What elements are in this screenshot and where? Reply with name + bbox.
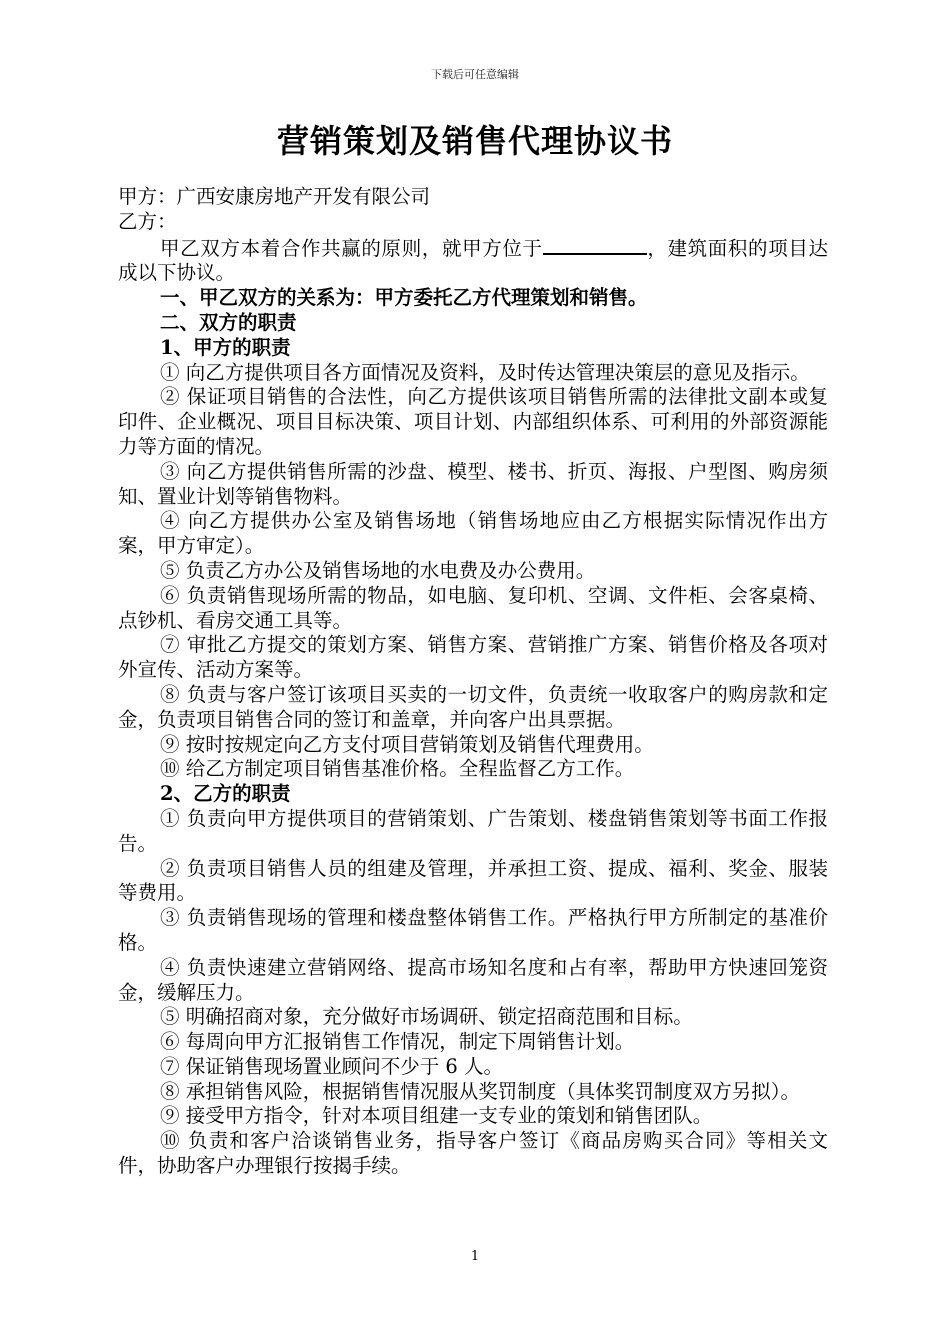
party-a-duty-item: ② 保证项目销售的合法性，向乙方提供该项目销售所需的法律批文副本或复印件、企业概况、项目目标决策、项目计划、内部组织体系、可利用的外部资源能力等方面的情况。 (118, 385, 828, 458)
party-a-duty-item: ⑦ 审批乙方提交的策划方案、销售方案、营销推广方案、销售价格及各项对外宣传、活动方案等。 (118, 633, 828, 682)
party-a-duty-item: ① 向乙方提供项目各方面情况及资料，及时传达管理决策层的意见及指示。 (160, 360, 810, 384)
party-a-duties-heading: 1、甲方的职责 (160, 335, 291, 359)
party-a-duty-item: ⑩ 给乙方制定项目销售基准价格。全程监督乙方工作。 (160, 757, 635, 781)
party-b-line: 乙方： (118, 209, 177, 233)
party-a-duty-item: ⑥ 负责销售现场所需的物品，如电脑、复印机、空调、文件柜、会客桌椅、点钞机、看房交通工具等。 (118, 583, 828, 632)
section-2-heading: 二、双方的职责 (160, 310, 297, 334)
document-title: 营销策划及销售代理协议书 (276, 122, 673, 160)
party-b-duty-item: ⑧ 承担销售风险，根据销售情况服从奖罚制度（具体奖罚制度双方另拟）。 (160, 1079, 800, 1103)
party-a-duty-item: ③ 向乙方提供销售所需的沙盘、模型、楼书、折页、海报、户型图、购房须知、置业计划等销售物料。 (118, 459, 828, 508)
header-note: 下载后可任意编辑 (431, 68, 519, 81)
party-b-duty-item: ⑦ 保证销售现场置业顾问不少于 6 人。 (160, 1054, 504, 1078)
party-b-duty-item: ① 负责向甲方提供项目的营销策划、广告策划、楼盘销售策划等书面工作报告。 (118, 806, 828, 855)
party-a-duty-item: ⑨ 按时按规定向乙方支付项目营销策划及销售代理费用。 (160, 732, 654, 756)
party-a-duty-item: ④ 向乙方提供办公室及销售场地（销售场地应由乙方根据实际情况作出方案，甲方审定）。 (118, 509, 828, 558)
page-number: 1 (470, 1249, 480, 1264)
location-blank-field (543, 235, 647, 255)
party-b-duty-item: ⑨ 接受甲方指令，针对本项目组建一支专业的策划和销售团队。 (160, 1104, 713, 1128)
party-b-duty-item: ⑤ 明确招商对象，充分做好市场调研、锁定招商范围和目标。 (160, 1005, 693, 1029)
party-b-duty-item: ⑥ 每周向甲方汇报销售工作情况，制定下周销售计划。 (160, 1030, 635, 1054)
party-b-duty-item: ③ 负责销售现场的管理和楼盘整体销售工作。严格执行甲方所制定的基准价格。 (118, 906, 828, 954)
party-b-duty-item: ⑩ 负责和客户洽谈销售业务，指导客户签订《商品房购买合同》等相关文件，协助客户办理银行按揭手续。 (118, 1129, 828, 1178)
party-a-duty-item: ⑤ 负责乙方办公及销售场地的水电费及办公费用。 (160, 558, 596, 582)
party-b-duty-item: ② 负责项目销售人员的组建及管理，并承担工资、提成、福利、奖金、服装等费用。 (118, 856, 828, 905)
document-body (118, 185, 828, 1179)
party-b-duty-item: ④ 负责快速建立营销网络、提高市场知名度和占有率，帮助甲方快速回笼资金，缓解压力。 (118, 955, 828, 1004)
intro-paragraph (118, 235, 828, 287)
intro-text-after: ，建筑面积的项目达成以下协议。 (118, 236, 828, 285)
party-a-line: 甲方：广西安康房地产开发有限公司 (118, 185, 431, 208)
intro-text-before: 甲乙双方本着合作共赢的原则，就甲方位于 (160, 236, 543, 260)
party-a-duty-item: ⑧ 负责与客户签订该项目买卖的一切文件，负责统一收取客户的购房款和定金，负责项目销售合同的签订和盖章，并向客户出具票据。 (118, 682, 828, 731)
section-1-heading: 一、甲乙双方的关系为：甲方委托乙方代理策划和销售。 (160, 286, 648, 310)
party-b-duties-heading: 2、乙方的职责 (160, 782, 291, 806)
